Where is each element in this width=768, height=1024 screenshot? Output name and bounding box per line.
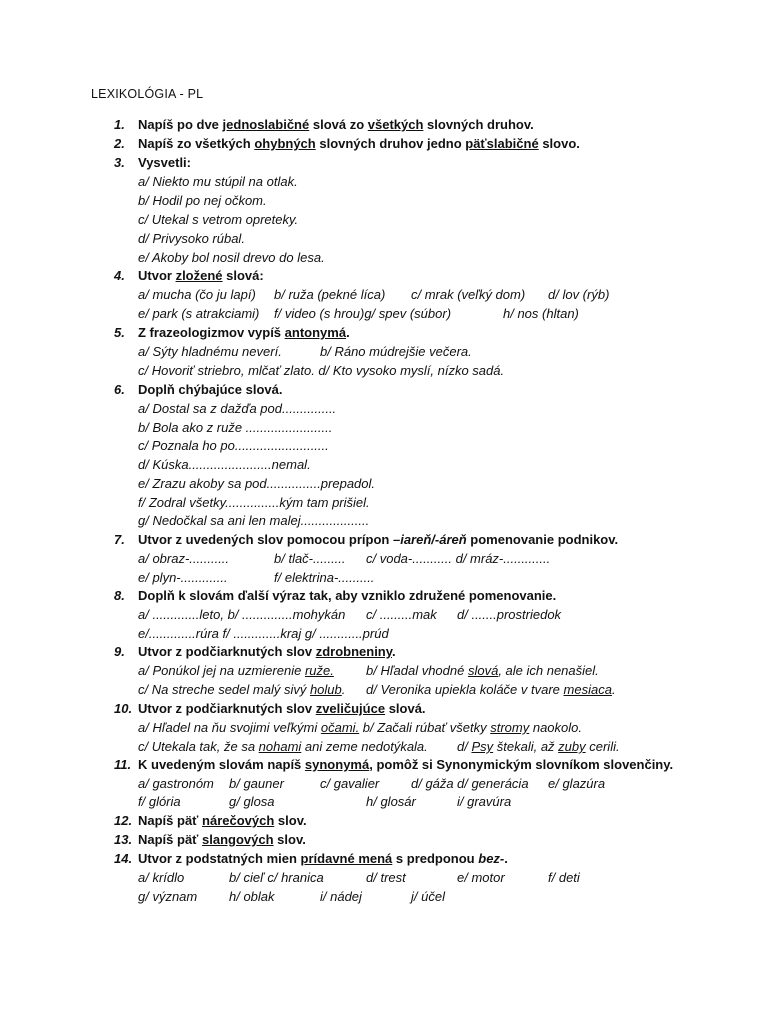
question-11 (0, 755, 768, 774)
item: c/ voda-........... d/ mráz-............. (366, 551, 551, 566)
item: a/ Dostal sa z dažďa pod............... (138, 401, 337, 416)
item: d/ generácia (457, 776, 529, 791)
item: a/ Hľadel na ňu svojimi veľkými očami. b/ Začali rúbať všetky stromy naokolo. (138, 720, 582, 735)
question-number: 3. (114, 155, 125, 170)
answer-line (0, 568, 768, 587)
item: f/ glória (138, 794, 181, 809)
item: c/ .........mak (366, 607, 437, 622)
question-number: 12. (114, 813, 133, 828)
item: d/ trest (366, 870, 406, 885)
answer-line (0, 418, 768, 437)
answer-line (0, 511, 768, 530)
answer-line (0, 361, 768, 380)
question-number: 13. (114, 832, 133, 847)
question-number: 11. (114, 757, 132, 772)
question-3 (0, 153, 768, 172)
answer-line (0, 624, 768, 643)
item: g/ význam (138, 889, 198, 904)
item: a/ gastronóm (138, 776, 214, 791)
item: b/ gauner (229, 776, 284, 791)
item: e/.............rúra f/ .............kraj g/ ............prúd (138, 626, 389, 641)
question-text: Napíš zo všetkých ohybných slovných druhov jedno päťslabičné slovo. (138, 136, 580, 151)
item: c/ Utekala tak, že sa nohami ani zeme nedotýkala. (138, 739, 428, 754)
item: i/ gravúra (457, 794, 512, 809)
question-text: Z frazeologizmov vypíš antonymá. (138, 325, 350, 340)
item: b/ Ráno múdrejšie večera. (320, 344, 472, 359)
question-text: Doplň chýbajúce slová. (138, 382, 283, 397)
answer-line (0, 455, 768, 474)
item: a/ .............leto, b/ ..............mohykán (138, 607, 346, 622)
item: e/ Akoby bol nosil drevo do lesa. (138, 250, 325, 265)
answer-line (0, 493, 768, 512)
item: c/ Hovoriť striebro, mlčať zlato. d/ Kto vysoko myslí, nízko sadá. (138, 363, 505, 378)
answer-line (0, 210, 768, 229)
item: a/ Niekto mu stúpil na otlak. (138, 174, 298, 189)
answer-line (0, 718, 768, 737)
question-text: Utvor zložené slová: (138, 268, 264, 283)
question-text: Vysvetli: (138, 155, 191, 170)
item: d/ Privysoko rúbal. (138, 231, 245, 246)
question-7 (0, 530, 768, 549)
question-10 (0, 699, 768, 718)
item: f/ elektrina-.......... (274, 570, 375, 585)
question-text: Doplň k slovám ďalší výraz tak, aby vzniklo združené pomenovanie. (138, 588, 557, 603)
answer-line (0, 474, 768, 493)
answer-line (0, 304, 768, 323)
item: c/ mrak (veľký dom) (411, 287, 526, 302)
item: a/ krídlo (138, 870, 185, 885)
answer-line (0, 172, 768, 191)
answer-line (0, 229, 768, 248)
item: g/ Nedočkal sa ani len malej................... (138, 513, 370, 528)
item: h/ glosár (366, 794, 416, 809)
item: j/ účel (411, 889, 445, 904)
question-text: Napíš päť slangových slov. (138, 832, 306, 847)
item: a/ Sýty hladnému neverí. (138, 344, 282, 359)
item: g/ glosa (229, 794, 275, 809)
question-number: 8. (114, 588, 125, 603)
question-text: K uvedeným slovám napíš synonymá, pomôž si Synonymickým slovníkom slovenčiny. (138, 757, 674, 772)
question-text: Utvor z podčiarknutých slov zdrobneniny. (138, 644, 396, 659)
item: f/ video (s hrou)g/ spev (súbor) (274, 306, 452, 321)
question-14 (0, 849, 768, 868)
question-text: Napíš po dve jednoslabičné slová zo všetkých slovných druhov. (138, 117, 534, 132)
answer-line (0, 605, 768, 624)
item: e/ glazúra (548, 776, 606, 791)
item: e/ motor (457, 870, 505, 885)
item: c/ Utekal s vetrom opreteky. (138, 212, 299, 227)
item: e/ Zrazu akoby sa pod...............prepadol. (138, 476, 376, 491)
question-number: 2. (114, 136, 125, 151)
item: d/ Psy štekali, až zuby cerili. (457, 739, 620, 754)
item: a/ Ponúkol jej na uzmierenie ruže. (138, 663, 334, 678)
question-number: 10. (114, 701, 133, 716)
question-1 (0, 115, 768, 134)
answer-line (0, 436, 768, 455)
item: d/ gáža (411, 776, 454, 791)
answer-line (0, 342, 768, 361)
answer-line (0, 549, 768, 568)
answer-line (0, 285, 768, 304)
item: d/ lov (rýb) (548, 287, 610, 302)
answer-line (0, 737, 768, 756)
item: b/ Bola ako z ruže ........................ (138, 420, 333, 435)
question-number: 14. (114, 851, 133, 866)
question-text: Utvor z podstatných mien prídavné mená s predponou bez-. (138, 851, 508, 866)
answer-line (0, 774, 768, 793)
question-number: 4. (114, 268, 125, 283)
item: d/ Kúska.......................nemal. (138, 457, 311, 472)
item: i/ nádej (320, 889, 362, 904)
question-text: Utvor z uvedených slov pomocou prípon –iareň/-áreň pomenovanie podnikov. (138, 532, 619, 547)
item: d/ Veronika upiekla koláče v tvare mesiaca. (366, 682, 616, 697)
question-6 (0, 380, 768, 399)
item: e/ plyn-............. (138, 570, 228, 585)
item: b/ cieľ c/ hranica (229, 870, 324, 885)
question-number: 6. (114, 382, 125, 397)
item: h/ nos (hltan) (503, 306, 579, 321)
question-9 (0, 642, 768, 661)
question-number: 1. (114, 117, 125, 132)
document-title: LEXIKOLÓGIA - PL (91, 87, 204, 101)
item: b/ Hodil po nej očkom. (138, 193, 267, 208)
answer-line (0, 680, 768, 699)
item: f/ deti (548, 870, 580, 885)
question-2 (0, 134, 768, 153)
question-12 (0, 811, 768, 830)
item: c/ Na streche sedel malý sivý holub. (138, 682, 346, 697)
answer-line (0, 868, 768, 887)
item: h/ oblak (229, 889, 275, 904)
item: e/ park (s atrakciami) (138, 306, 260, 321)
answer-line (0, 399, 768, 418)
item: a/ mucha (čo ju lapí) (138, 287, 256, 302)
question-13 (0, 830, 768, 849)
question-number: 9. (114, 644, 125, 659)
item: d/ .......prostriedok (457, 607, 562, 622)
answer-line (0, 248, 768, 267)
question-8 (0, 586, 768, 605)
item: b/ tlač-......... (274, 551, 346, 566)
question-text: Utvor z podčiarknutých slov zveličujúce slová. (138, 701, 426, 716)
item: c/ Poznala ho po.......................... (138, 438, 329, 453)
item: b/ Hľadal vhodné slová, ale ich nenašiel. (366, 663, 599, 678)
question-text: Napíš päť nárečových slov. (138, 813, 307, 828)
question-4 (0, 266, 768, 285)
item: b/ ruža (pekné líca) (274, 287, 386, 302)
question-5 (0, 323, 768, 342)
answer-line (0, 792, 768, 811)
item: c/ gavalier (320, 776, 380, 791)
answer-line (0, 887, 768, 906)
question-number: 7. (114, 532, 125, 547)
answer-line (0, 191, 768, 210)
item: f/ Zodral všetky...............kým tam prišiel. (138, 495, 370, 510)
answer-line (0, 661, 768, 680)
item: a/ obraz-........... (138, 551, 230, 566)
question-number: 5. (114, 325, 125, 340)
